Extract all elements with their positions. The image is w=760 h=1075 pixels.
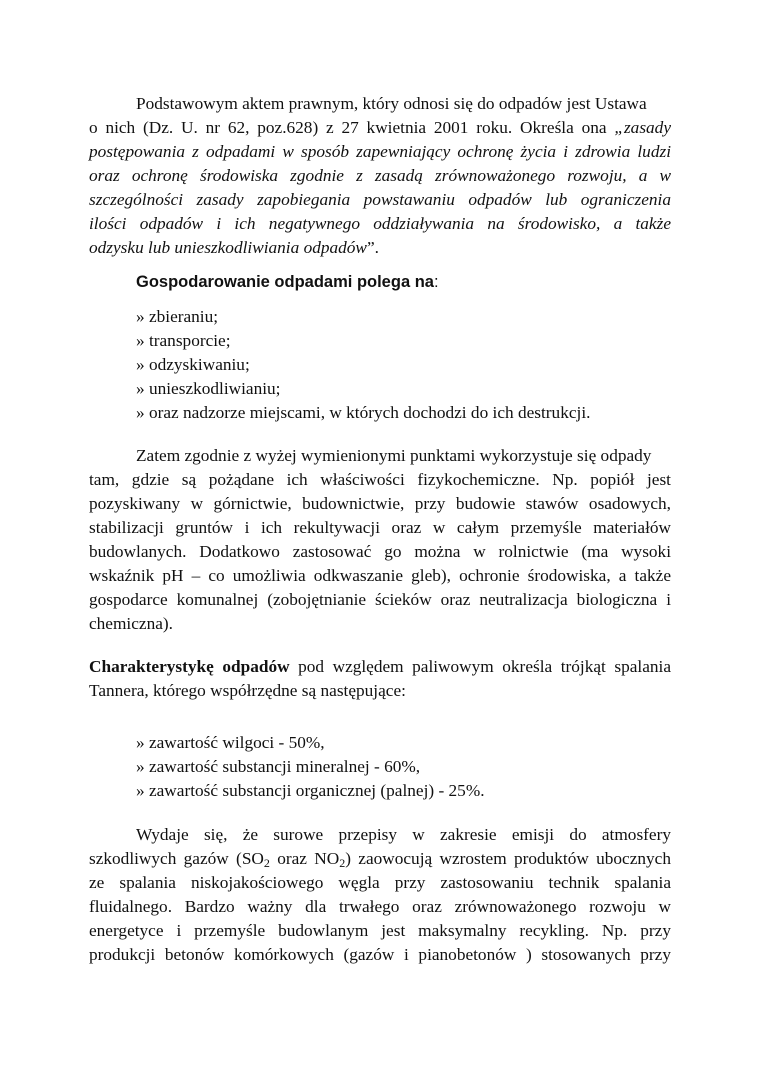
list-item: » odzyskiwaniu; xyxy=(136,355,250,374)
text-line: o nich (Dz. U. nr 62, poz.628) z 27 kwietnia 2001 roku. Określa ona „zasady xyxy=(89,118,671,137)
text-line: gospodarce komunalnej (zobojętnianie ścieków oraz neutralizacja biologiczna i xyxy=(89,590,671,609)
text-line: Charakterystykę odpadów pod względem paliwowym określa trójkąt spalania xyxy=(89,657,671,676)
text-line: odzysku lub unieszkodliwiania odpadów”. xyxy=(89,238,379,257)
list-item: » oraz nadzorze miejscami, w których dochodzi do ich destrukcji. xyxy=(136,403,591,422)
list-item: » unieszkodliwianiu; xyxy=(136,379,281,398)
text-line: ze spalania niskojakościowego węgla przy zastosowaniu technik spalania xyxy=(89,873,671,892)
list-item: » zawartość wilgoci - 50%, xyxy=(136,733,325,752)
text-line: tam, gdzie są pożądane ich właściwości fizykochemiczne. Np. popiół jest xyxy=(89,470,671,489)
text-line: postępowania z odpadami w sposób zapewniający ochronę życia i zdrowia ludzi xyxy=(89,142,671,161)
text-line: oraz ochronę środowiska zgodnie z zasadą zrównoważonego rozwoju, a w xyxy=(89,166,671,185)
text-line: produkcji betonów komórkowych (gazów i pianobetonów ) stosowanych przy xyxy=(89,945,671,964)
text-line: stabilizacji gruntów i ich rekultywacji oraz w całym przemyśle materiałów xyxy=(89,518,671,537)
text-line: ilości odpadów i ich negatywnego oddziaływania na środowisko, a także xyxy=(89,214,671,233)
text-line: Wydaje się, że surowe przepisy w zakresie emisji do atmosfery xyxy=(136,825,671,844)
text-line: energetyce i przemyśle budowlanym jest maksymalny recykling. Np. przy xyxy=(89,921,671,940)
text-line: Zatem zgodnie z wyżej wymienionymi punktami wykorzystuje się odpady xyxy=(136,446,652,465)
text-line: budowlanych. Dodatkowo zastosować go można w rolnictwie (ma wysoki xyxy=(89,542,671,561)
list-item: » transporcie; xyxy=(136,331,231,350)
list-item: » zbieraniu; xyxy=(136,307,219,326)
text-line: szczególności zasady zapobiegania powstawaniu odpadów lub ograniczenia xyxy=(89,190,671,209)
list-item: » zawartość substancji mineralnej - 60%, xyxy=(136,757,421,776)
text-line: pozyskiwany w górnictwie, budownictwie, przy budowie stawów osadowych, xyxy=(89,494,671,513)
section-heading: Gospodarowanie odpadami polega na: xyxy=(136,273,439,291)
list-item: » zawartość substancji organicznej (palnej) - 25%. xyxy=(136,781,485,800)
text-line: Tannera, którego współrzędne są następujące: xyxy=(89,681,406,700)
text-line: szkodliwych gazów ($SO_2$ oraz $NO_2$) zaowocują wzrostem produktów ubocznych xyxy=(89,849,671,870)
text-line: wskaźnik pH – co umożliwia odkwaszanie gleb), ochronie środowiska, a także xyxy=(89,566,671,585)
text-line: chemiczna). xyxy=(89,614,173,633)
text-line: Podstawowym aktem prawnym, który odnosi się do odpadów jest Ustawa xyxy=(136,94,647,113)
text-line: fluidalnego. Bardzo ważny dla trwałego oraz zrównoważonego rozwoju w xyxy=(89,897,671,916)
